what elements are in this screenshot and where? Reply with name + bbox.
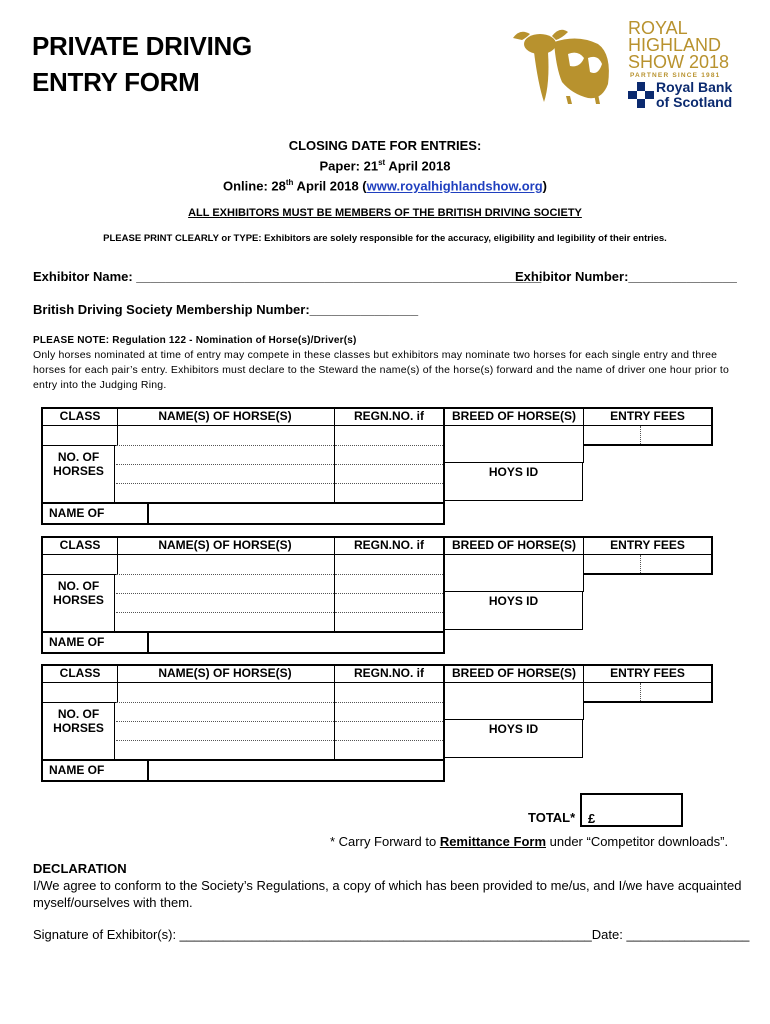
bank-name bbox=[656, 80, 732, 110]
members-notice: ALL EXHIBITORS MUST BE MEMBERS OF THE BRITISH DRIVING SOCIETY bbox=[188, 207, 582, 219]
class-header: CLASS bbox=[41, 407, 118, 427]
breed-header: BREED OF HORSE(S) bbox=[445, 664, 584, 684]
entry-fees-input[interactable] bbox=[584, 683, 713, 703]
horse-names-input[interactable] bbox=[116, 555, 335, 631]
bds-membership-field[interactable]: British Driving Society Membership Number:_______________ bbox=[33, 302, 419, 317]
horse-names-input[interactable] bbox=[116, 426, 335, 502]
carry-forward-note: * Carry Forward to Remittance Form under “Competitor downloads”. bbox=[330, 834, 729, 849]
declaration bbox=[33, 860, 743, 911]
bank-name-line2: of Scotland bbox=[656, 94, 733, 110]
entry-fees-input[interactable] bbox=[584, 555, 713, 575]
website-link[interactable]: www.royalhighlandshow.org bbox=[366, 178, 543, 194]
show-name-line3: SHOW 2018 bbox=[628, 52, 730, 72]
no-of-horses-label: NO. OF HORSES bbox=[41, 446, 115, 502]
horse-names-input[interactable] bbox=[116, 683, 335, 759]
bank-name-line1: Royal Bank bbox=[656, 79, 733, 95]
hoys-id-label: HOYS ID bbox=[445, 720, 583, 758]
horse-names-header: NAME(S) OF HORSE(S) bbox=[116, 407, 335, 427]
total-label: TOTAL* bbox=[528, 810, 576, 825]
partner-text: PARTNER SINCE 1981 bbox=[630, 72, 721, 79]
highland-cattle-logo bbox=[508, 24, 618, 104]
class-header: CLASS bbox=[41, 536, 118, 556]
form-title-line2: ENTRY FORM bbox=[32, 67, 200, 97]
please-note-body: Only horses nominated at time of entry may compete in these classes but exhibitors may nominate two horses for each single entry and three horses for each pair’s entry. Exhibitors must declare to the Steward the name(s) of the horse(s) forward and the name of driver one hour prior to entry into the Judging Ring. bbox=[33, 349, 730, 391]
please-note-heading: PLEASE NOTE: Regulation 122 - Nomination of Horse(s)/Driver(s) bbox=[33, 335, 357, 346]
entry-fees-header: ENTRY FEES bbox=[584, 407, 713, 427]
entry-fees-header: ENTRY FEES bbox=[584, 536, 713, 556]
remittance-form-link[interactable]: Remittance Form bbox=[439, 834, 547, 849]
breed-header: BREED OF HORSE(S) bbox=[445, 536, 584, 556]
signature-date-field[interactable]: Signature of Exhibitor(s): _________________________________________________________Date: _________________ bbox=[33, 927, 750, 942]
name-of-driver-label: NAME OF bbox=[41, 504, 149, 523]
breed-input[interactable] bbox=[445, 555, 584, 592]
regn-no-input[interactable] bbox=[335, 555, 445, 631]
no-of-horses-label: NO. OF HORSES bbox=[41, 703, 115, 759]
currency-symbol: £ bbox=[588, 811, 596, 826]
no-of-horses-label: NO. OF HORSES bbox=[41, 575, 115, 631]
show-name-line1: ROYAL bbox=[628, 18, 688, 38]
declaration-body: I/We agree to conform to the Society’s Regulations, a copy of which has been provided to me/us, and I/we have acquainted myself/ourselves with them. bbox=[33, 878, 742, 910]
exhibitor-name-field[interactable]: Exhibitor Name: ________________________________________________________ bbox=[33, 269, 542, 284]
name-of-driver-label: NAME OF bbox=[41, 761, 149, 780]
horse-names-header: NAME(S) OF HORSE(S) bbox=[116, 536, 335, 556]
closing-heading: CLOSING DATE FOR ENTRIES: bbox=[288, 138, 482, 153]
total-box[interactable] bbox=[580, 793, 683, 827]
entry-fees-input[interactable] bbox=[584, 426, 713, 446]
regn-no-input[interactable] bbox=[335, 426, 445, 502]
breed-input[interactable] bbox=[445, 426, 584, 463]
driver-name-input[interactable] bbox=[151, 504, 445, 523]
closing-dates bbox=[0, 137, 770, 195]
regn-no-header: REGN.NO. if bbox=[335, 407, 445, 427]
regn-no-header: REGN.NO. if bbox=[335, 536, 445, 556]
declaration-heading: DECLARATION bbox=[33, 861, 127, 876]
driver-name-input[interactable] bbox=[151, 633, 445, 652]
hoys-id-label: HOYS ID bbox=[445, 463, 583, 501]
class-input[interactable] bbox=[41, 426, 118, 446]
closing-paper: Paper: 21st April 2018 bbox=[319, 158, 451, 174]
breed-header: BREED OF HORSE(S) bbox=[445, 407, 584, 427]
name-of-driver-label: NAME OF bbox=[41, 633, 149, 652]
show-name bbox=[628, 20, 729, 71]
entry-fees-header: ENTRY FEES bbox=[584, 664, 713, 684]
class-header: CLASS bbox=[41, 664, 118, 684]
form-title bbox=[32, 28, 252, 100]
print-notice: PLEASE PRINT CLEARLY or TYPE: Exhibitors are solely responsible for the accuracy, eligibility and legibility of their entries. bbox=[103, 233, 667, 244]
breed-input[interactable] bbox=[445, 683, 584, 720]
driver-name-input[interactable] bbox=[151, 761, 445, 780]
exhibitor-number-field[interactable]: Exhibitor Number:_______________ bbox=[515, 269, 737, 284]
closing-online: Online: 28th April 2018 (www.royalhighlandshow.org) bbox=[223, 178, 547, 194]
regn-no-input[interactable] bbox=[335, 683, 445, 759]
class-input[interactable] bbox=[41, 683, 118, 703]
please-note bbox=[33, 333, 738, 393]
class-input[interactable] bbox=[41, 555, 118, 575]
horse-names-header: NAME(S) OF HORSE(S) bbox=[116, 664, 335, 684]
regn-no-header: REGN.NO. if bbox=[335, 664, 445, 684]
show-name-line2: HIGHLAND bbox=[628, 35, 722, 55]
hoys-id-label: HOYS ID bbox=[445, 592, 583, 630]
rbs-daisy-icon bbox=[628, 82, 654, 108]
form-title-line1: PRIVATE DRIVING bbox=[32, 31, 252, 61]
